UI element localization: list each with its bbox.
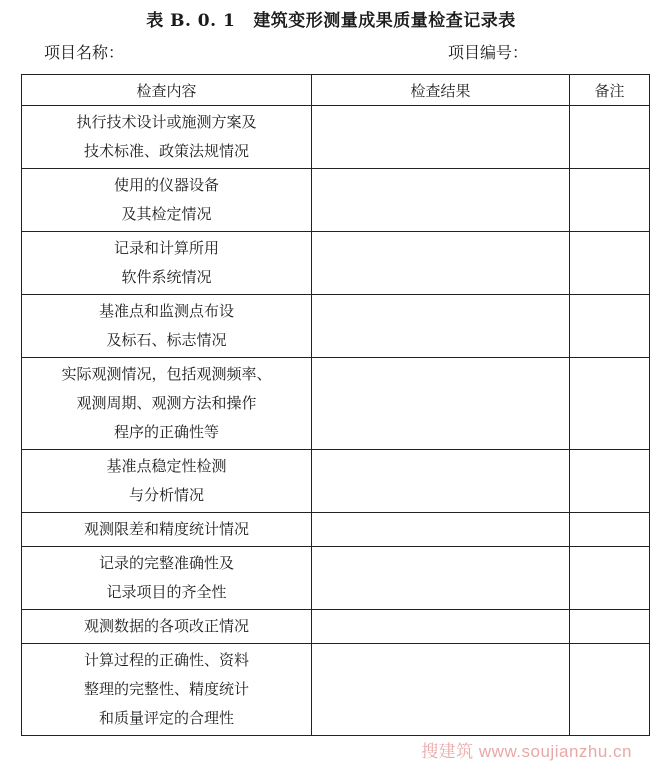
table-row [22, 610, 650, 644]
check-content: 实际观测情况，包括观测频率、 观测周期、观测方法和操作 程序的正确性等 [61, 365, 272, 441]
header-result: 检查结果 [312, 75, 570, 106]
check-content: 使用的仪器设备 及其检定情况 [113, 176, 219, 223]
table-row [22, 513, 650, 547]
note-cell [570, 169, 650, 232]
inspection-record-table [21, 74, 650, 736]
check-content-cell [22, 513, 312, 547]
table-row [22, 450, 650, 513]
table-row [22, 547, 650, 610]
check-content: 计算过程的正确性、资料 整理的完整性、精度统计 和质量评定的合理性 [83, 651, 249, 727]
note-cell [570, 513, 650, 547]
check-content: 记录的完整准确性及 记录项目的齐全性 [98, 554, 234, 601]
note-cell [570, 358, 650, 450]
check-content: 基准点和监测点布设 及标石、标志情况 [98, 302, 234, 349]
check-content-cell [22, 610, 312, 644]
table-row [22, 106, 650, 169]
header-content: 检查内容 [22, 75, 312, 106]
check-content: 记录和计算所用 软件系统情况 [113, 239, 219, 286]
header-note: 备注 [570, 75, 650, 106]
table-row [22, 169, 650, 232]
table-code: 表 B. 0. 1 [146, 11, 236, 31]
project-name-label: 项目名称： [44, 43, 125, 62]
note-cell [570, 610, 650, 644]
table-row [22, 295, 650, 358]
table-title [0, 6, 662, 31]
note-cell [570, 106, 650, 169]
check-content-cell [22, 644, 312, 736]
check-content-cell [22, 106, 312, 169]
header-row [22, 75, 650, 106]
check-result-cell [312, 358, 570, 450]
check-content-cell [22, 232, 312, 295]
check-content: 观测数据的各项改正情况 [83, 617, 249, 635]
check-result-cell [312, 450, 570, 513]
check-result-cell [312, 644, 570, 736]
check-content-cell [22, 169, 312, 232]
check-result-cell [312, 547, 570, 610]
note-cell [570, 547, 650, 610]
check-content: 基准点稳定性检测 与分析情况 [106, 457, 227, 504]
table-title-text: 建筑变形测量成果质量检查记录表 [253, 11, 516, 31]
note-cell [570, 450, 650, 513]
check-content: 执行技术设计或施测方案及 技术标准、政策法规情况 [76, 113, 257, 160]
check-content-cell [22, 358, 312, 450]
check-content: 观测限差和精度统计情况 [83, 520, 249, 538]
check-content-cell [22, 547, 312, 610]
check-result-cell [312, 295, 570, 358]
check-result-cell [312, 610, 570, 644]
note-cell [570, 232, 650, 295]
project-number-label: 项目编号： [448, 43, 529, 62]
table-row [22, 358, 650, 450]
check-result-cell [312, 169, 570, 232]
note-cell [570, 295, 650, 358]
check-content-cell [22, 450, 312, 513]
check-result-cell [312, 106, 570, 169]
check-result-cell [312, 232, 570, 295]
watermark: 搜建筑 www.soujianzhu.cn [421, 742, 632, 761]
note-cell [570, 644, 650, 736]
table-row [22, 644, 650, 736]
table-row [22, 232, 650, 295]
check-content-cell [22, 295, 312, 358]
check-result-cell [312, 513, 570, 547]
